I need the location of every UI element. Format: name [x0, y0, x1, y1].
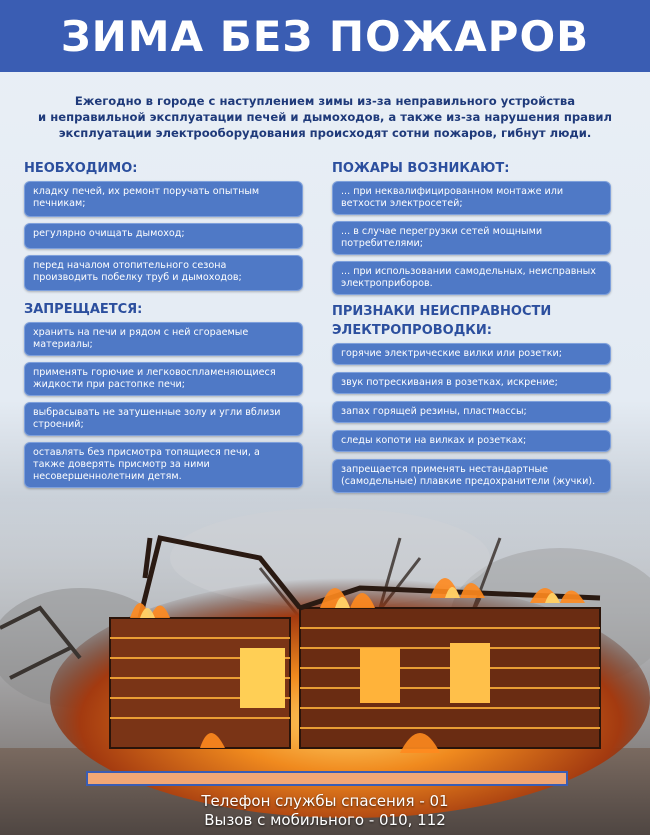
poster-title: ЗИМА БЕЗ ПОЖАРОВ: [60, 11, 590, 61]
list-item: ... в случае перегрузки сетей мощными потребителями;: [332, 221, 611, 255]
list-item: ... при неквалифицированном монтаже или ветхости электросетей;: [332, 181, 611, 215]
list-item: оставлять без присмотра топящиеся печи, а также доверять присмотр за ними несовершеннолетним детям.: [24, 442, 303, 488]
intro-line: Ежегодно в городе с наступлением зимы из-за неправильного устройства: [74, 94, 576, 108]
intro-line: и неправильной эксплуатации печей и дымоходов, а также из-за нарушения правил: [38, 110, 612, 124]
list-item: кладку печей, их ремонт поручать опытным печникам;: [24, 181, 303, 217]
list-item: перед началом отопительного сезона производить побелку труб и дымоходов;: [24, 255, 303, 291]
list-item: звук потрескивания в розетках, искрение;: [332, 372, 611, 394]
list-item: хранить на печи и рядом с ней сгораемые материалы;: [24, 322, 303, 356]
section-title-forbidden: ЗАПРЕЩАЕТСЯ:: [24, 302, 143, 317]
list-item: горячие электрические вилки или розетки;: [332, 343, 611, 365]
section-title-signs: ПРИЗНАКИ НЕИСПРАВНОСТИ: [332, 304, 552, 319]
left-column: [24, 160, 314, 494]
list-item: следы копоти на вилках и розетках;: [332, 430, 611, 452]
section-title-signs-2: ЭЛЕКТРОПРОВОДКИ:: [332, 323, 492, 338]
mobile-phone: Вызов с мобильного - 010, 112: [204, 811, 446, 829]
intro-line: эксплуатации электрооборудования происходят сотни пожаров, гибнут люди.: [58, 126, 592, 140]
list-item: регулярно очищать дымоход;: [24, 223, 303, 249]
list-item: запрещается применять нестандартные (самодельные) плавкие предохранители (жучки).: [332, 459, 611, 493]
intro-text: [14, 93, 636, 141]
list-item: ... при использовании самодельных, неисправных электроприборов.: [332, 261, 611, 295]
header-banner: [0, 0, 650, 72]
list-item: применять горючие и легковоспламеняющиеся жидкости при растопке печи;: [24, 362, 303, 396]
section-title-necessary: НЕОБХОДИМО:: [24, 161, 138, 176]
list-item: запах горящей резины, пластмассы;: [332, 401, 611, 423]
right-column: [332, 160, 622, 499]
rescue-phone: Телефон службы спасения - 01: [201, 792, 449, 810]
list-item: выбрасывать не затушенные золу и угли вблизи строений;: [24, 402, 303, 436]
accent-bar: [86, 771, 568, 786]
section-title-fires: ПОЖАРЫ ВОЗНИКАЮТ:: [332, 161, 510, 176]
